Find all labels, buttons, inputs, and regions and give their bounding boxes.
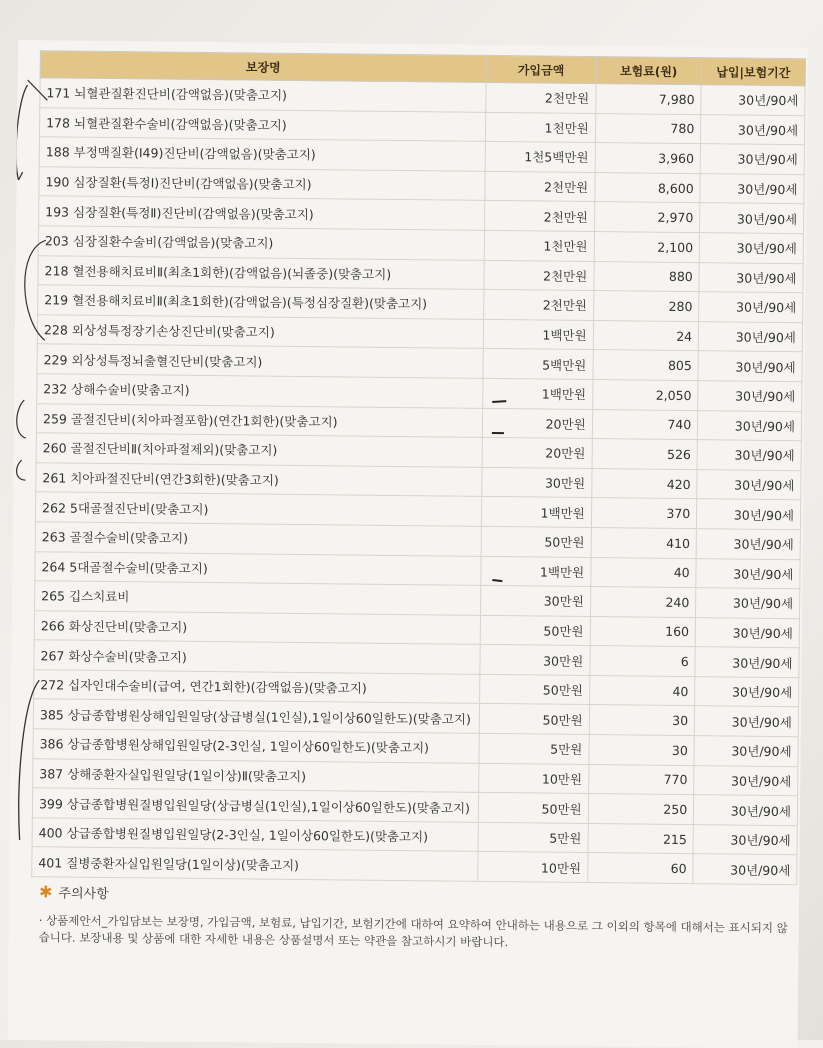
coverage-name-cell: 218 혈전용해치료비Ⅱ(최초1회한)(감액없음)(뇌졸중)(맞춤고지) [38,255,484,289]
period-cell: 30년/90세 [701,114,805,145]
premium-cell: 8,600 [595,172,701,203]
coverage-name-cell: 266 화상진단비(맞춤고지) [34,610,480,644]
coverage-name-cell: 260 골절진단비Ⅱ(치아파절제외)(맞춤고지) [36,433,482,467]
coverage-name-cell: 386 상급종합병원상해입원일당(2-3인실, 1일이상60일한도)(맞춤고지) [33,729,479,763]
premium-cell: 60 [587,853,693,884]
amount-cell: 30만원 [482,467,592,498]
notice-title: 주의사항 [58,886,108,902]
period-cell: 30년/90세 [695,677,799,708]
coverage-name-cell: 232 상해수술비(맞춤고지) [37,374,483,408]
asterisk-icon: ✱ [39,882,53,901]
premium-cell: 280 [593,291,699,322]
period-cell: 30년/90세 [694,706,798,737]
amount-cell: 50만원 [480,674,590,705]
pen-bracket-mark [16,85,28,180]
premium-cell: 250 [588,794,694,825]
coverage-name-cell: 385 상급종합병원상해입원일당(상급병실(1인실),1일이상60일한도)(맞춤고지) [33,699,479,733]
premium-cell: 740 [592,409,698,440]
period-cell: 30년/90세 [696,588,800,619]
amount-cell: 20만원 [482,408,592,439]
period-cell: 30년/90세 [696,529,800,560]
premium-cell: 6 [590,646,696,677]
amount-cell: 5만원 [478,822,588,853]
premium-cell: 410 [591,527,697,558]
amount-cell: 50만원 [478,793,588,824]
amount-cell: 1천만원 [484,230,594,261]
premium-cell: 24 [593,320,699,351]
period-cell: 30년/90세 [694,736,798,767]
premium-cell: 370 [591,498,697,529]
amount-cell: 2천만원 [486,82,596,113]
amount-cell: 1천만원 [485,112,595,143]
premium-cell: 30 [589,735,695,766]
coverage-name-cell: 262 5대골절진단비(맞춤고지) [35,492,481,526]
premium-cell: 160 [590,616,696,647]
premium-cell: 3,960 [595,143,701,174]
coverage-name-cell: 219 혈전용해치료비Ⅱ(최초1회한)(감액없음)(특정심장질환)(맞춤고지) [38,285,484,319]
pen-loop-mark-2 [16,460,25,480]
period-cell: 30년/90세 [699,292,803,323]
header-premium: 보험료(원) [596,57,702,85]
premium-cell: 215 [588,823,694,854]
coverage-name-cell: 171 뇌혈관질환진단비(감액없음)(맞춤고지) [40,78,486,112]
premium-cell: 40 [590,557,696,588]
amount-cell: 5백만원 [483,349,593,380]
table-body [32,78,805,885]
amount-cell: 1백만원 [483,378,593,409]
amount-cell: 50만원 [480,615,590,646]
period-cell: 30년/90세 [698,321,802,352]
premium-cell: 805 [593,350,699,381]
header-coverage-name: 보장명 [40,51,486,83]
coverage-name-cell: 263 골절수술비(맞춤고지) [35,522,481,556]
coverage-name-cell: 399 상급종합병원질병입원일당(상급병실(1인실),1일이상60일한도)(맞춤고지) [32,788,478,822]
coverage-name-cell: 188 부정맥질환(Ⅰ49)진단비(감액없음)(맞춤고지) [39,137,485,171]
premium-cell: 880 [594,261,700,292]
amount-cell: 2천만원 [484,290,594,321]
header-amount: 가입금액 [486,55,596,83]
period-cell: 30년/90세 [697,469,801,500]
period-cell: 30년/90세 [700,144,804,175]
period-cell: 30년/90세 [696,558,800,589]
coverage-name-cell: 264 5대골절수술비(맞춤고지) [35,551,481,585]
amount-cell: 1백만원 [481,497,591,528]
period-cell: 30년/90세 [700,203,804,234]
coverage-name-cell: 259 골절진단비(치아파절포함)(연간1회한)(맞춤고지) [36,403,482,437]
amount-cell: 2천만원 [485,171,595,202]
amount-cell: 50만원 [479,704,589,735]
coverage-name-cell: 267 화상수술비(맞춤고지) [34,640,480,674]
period-cell: 30년/90세 [693,854,797,885]
period-cell: 30년/90세 [700,173,804,204]
amount-cell: 10만원 [479,763,589,794]
premium-cell: 780 [595,113,701,144]
period-cell: 30년/90세 [693,824,797,855]
coverage-name-cell: 228 외상성특정장기손상진단비(맞춤고지) [37,314,483,348]
document-sheet [8,40,808,1048]
coverage-name-cell: 400 상급종합병원질병입원일당(2-3인실, 1일이상60일한도)(맞춤고지) [32,818,478,852]
coverage-name-cell: 272 십자인대수술비(급여, 연간1회한)(감액없음)(맞춤고지) [34,670,480,704]
period-cell: 30년/90세 [695,617,799,648]
period-cell: 30년/90세 [697,499,801,530]
period-cell: 30년/90세 [699,262,803,293]
coverage-name-cell: 401 질병중환자실입원일당(1일이상)(맞춤고지) [32,847,478,881]
amount-cell: 30만원 [480,585,590,616]
notice-text: · 상품제안서_가입담보는 보장명, 가입금액, 보험료, 납입기간, 보험기간에 대하여 요약하여 안내하는 내용으로 그 이외의 항목에 대해서는 표시되지 않습니다. 보장내용 및 상품에 대한 자세한 내용은 상품설명서 또는 약관을 참고하시기 바랍니다. [39,912,789,954]
amount-cell: 10만원 [478,852,588,883]
amount-cell: 50만원 [481,526,591,557]
period-cell: 30년/90세 [698,381,802,412]
amount-cell: 1천5백만원 [485,142,595,173]
coverage-name-cell: 190 심장질환(특정Ⅰ)진단비(감액없음)(맞춤고지) [39,167,485,201]
premium-cell: 240 [590,587,696,618]
coverage-table [31,50,806,885]
amount-cell: 1백만원 [481,556,591,587]
premium-cell: 2,050 [592,379,698,410]
amount-cell: 2천만원 [485,201,595,232]
notice-heading [39,882,109,902]
amount-cell: 1백만원 [483,319,593,350]
period-cell: 30년/90세 [699,233,803,264]
premium-cell: 770 [588,764,694,795]
header-period: 납입|보험기간 [701,58,805,86]
period-cell: 30년/90세 [698,351,802,382]
period-cell: 30년/90세 [694,765,798,796]
premium-cell: 2,100 [594,232,700,263]
amount-cell: 30만원 [480,645,590,676]
amount-cell: 5만원 [479,733,589,764]
period-cell: 30년/90세 [694,795,798,826]
period-cell: 30년/90세 [701,85,805,116]
coverage-name-cell: 229 외상성특정뇌출혈진단비(맞춤고지) [37,344,483,378]
coverage-name-cell: 193 심장질환(특정Ⅱ)진단비(감액없음)(맞춤고지) [39,196,485,230]
coverage-name-cell: 178 뇌혈관질환수술비(감액없음)(맞춤고지) [39,107,485,141]
coverage-name-cell: 387 상해중환자실입원일당(1일이상)Ⅱ(맞춤고지) [33,758,479,792]
coverage-name-cell: 203 심장질환수술비(감액없음)(맞춤고지) [38,226,484,260]
amount-cell: 2천만원 [484,260,594,291]
premium-cell: 40 [589,675,695,706]
coverage-name-cell: 265 깁스치료비 [35,581,481,615]
amount-cell: 20만원 [482,438,592,469]
period-cell: 30년/90세 [695,647,799,678]
premium-cell: 7,980 [595,84,701,115]
coverage-name-cell: 261 치아파절진단비(연간3회한)(맞춤고지) [36,462,482,496]
pen-loop-mark [17,400,27,438]
period-cell: 30년/90세 [698,410,802,441]
premium-cell: 2,970 [594,202,700,233]
period-cell: 30년/90세 [697,440,801,471]
premium-cell: 526 [592,439,698,470]
premium-cell: 420 [591,468,697,499]
premium-cell: 30 [589,705,695,736]
